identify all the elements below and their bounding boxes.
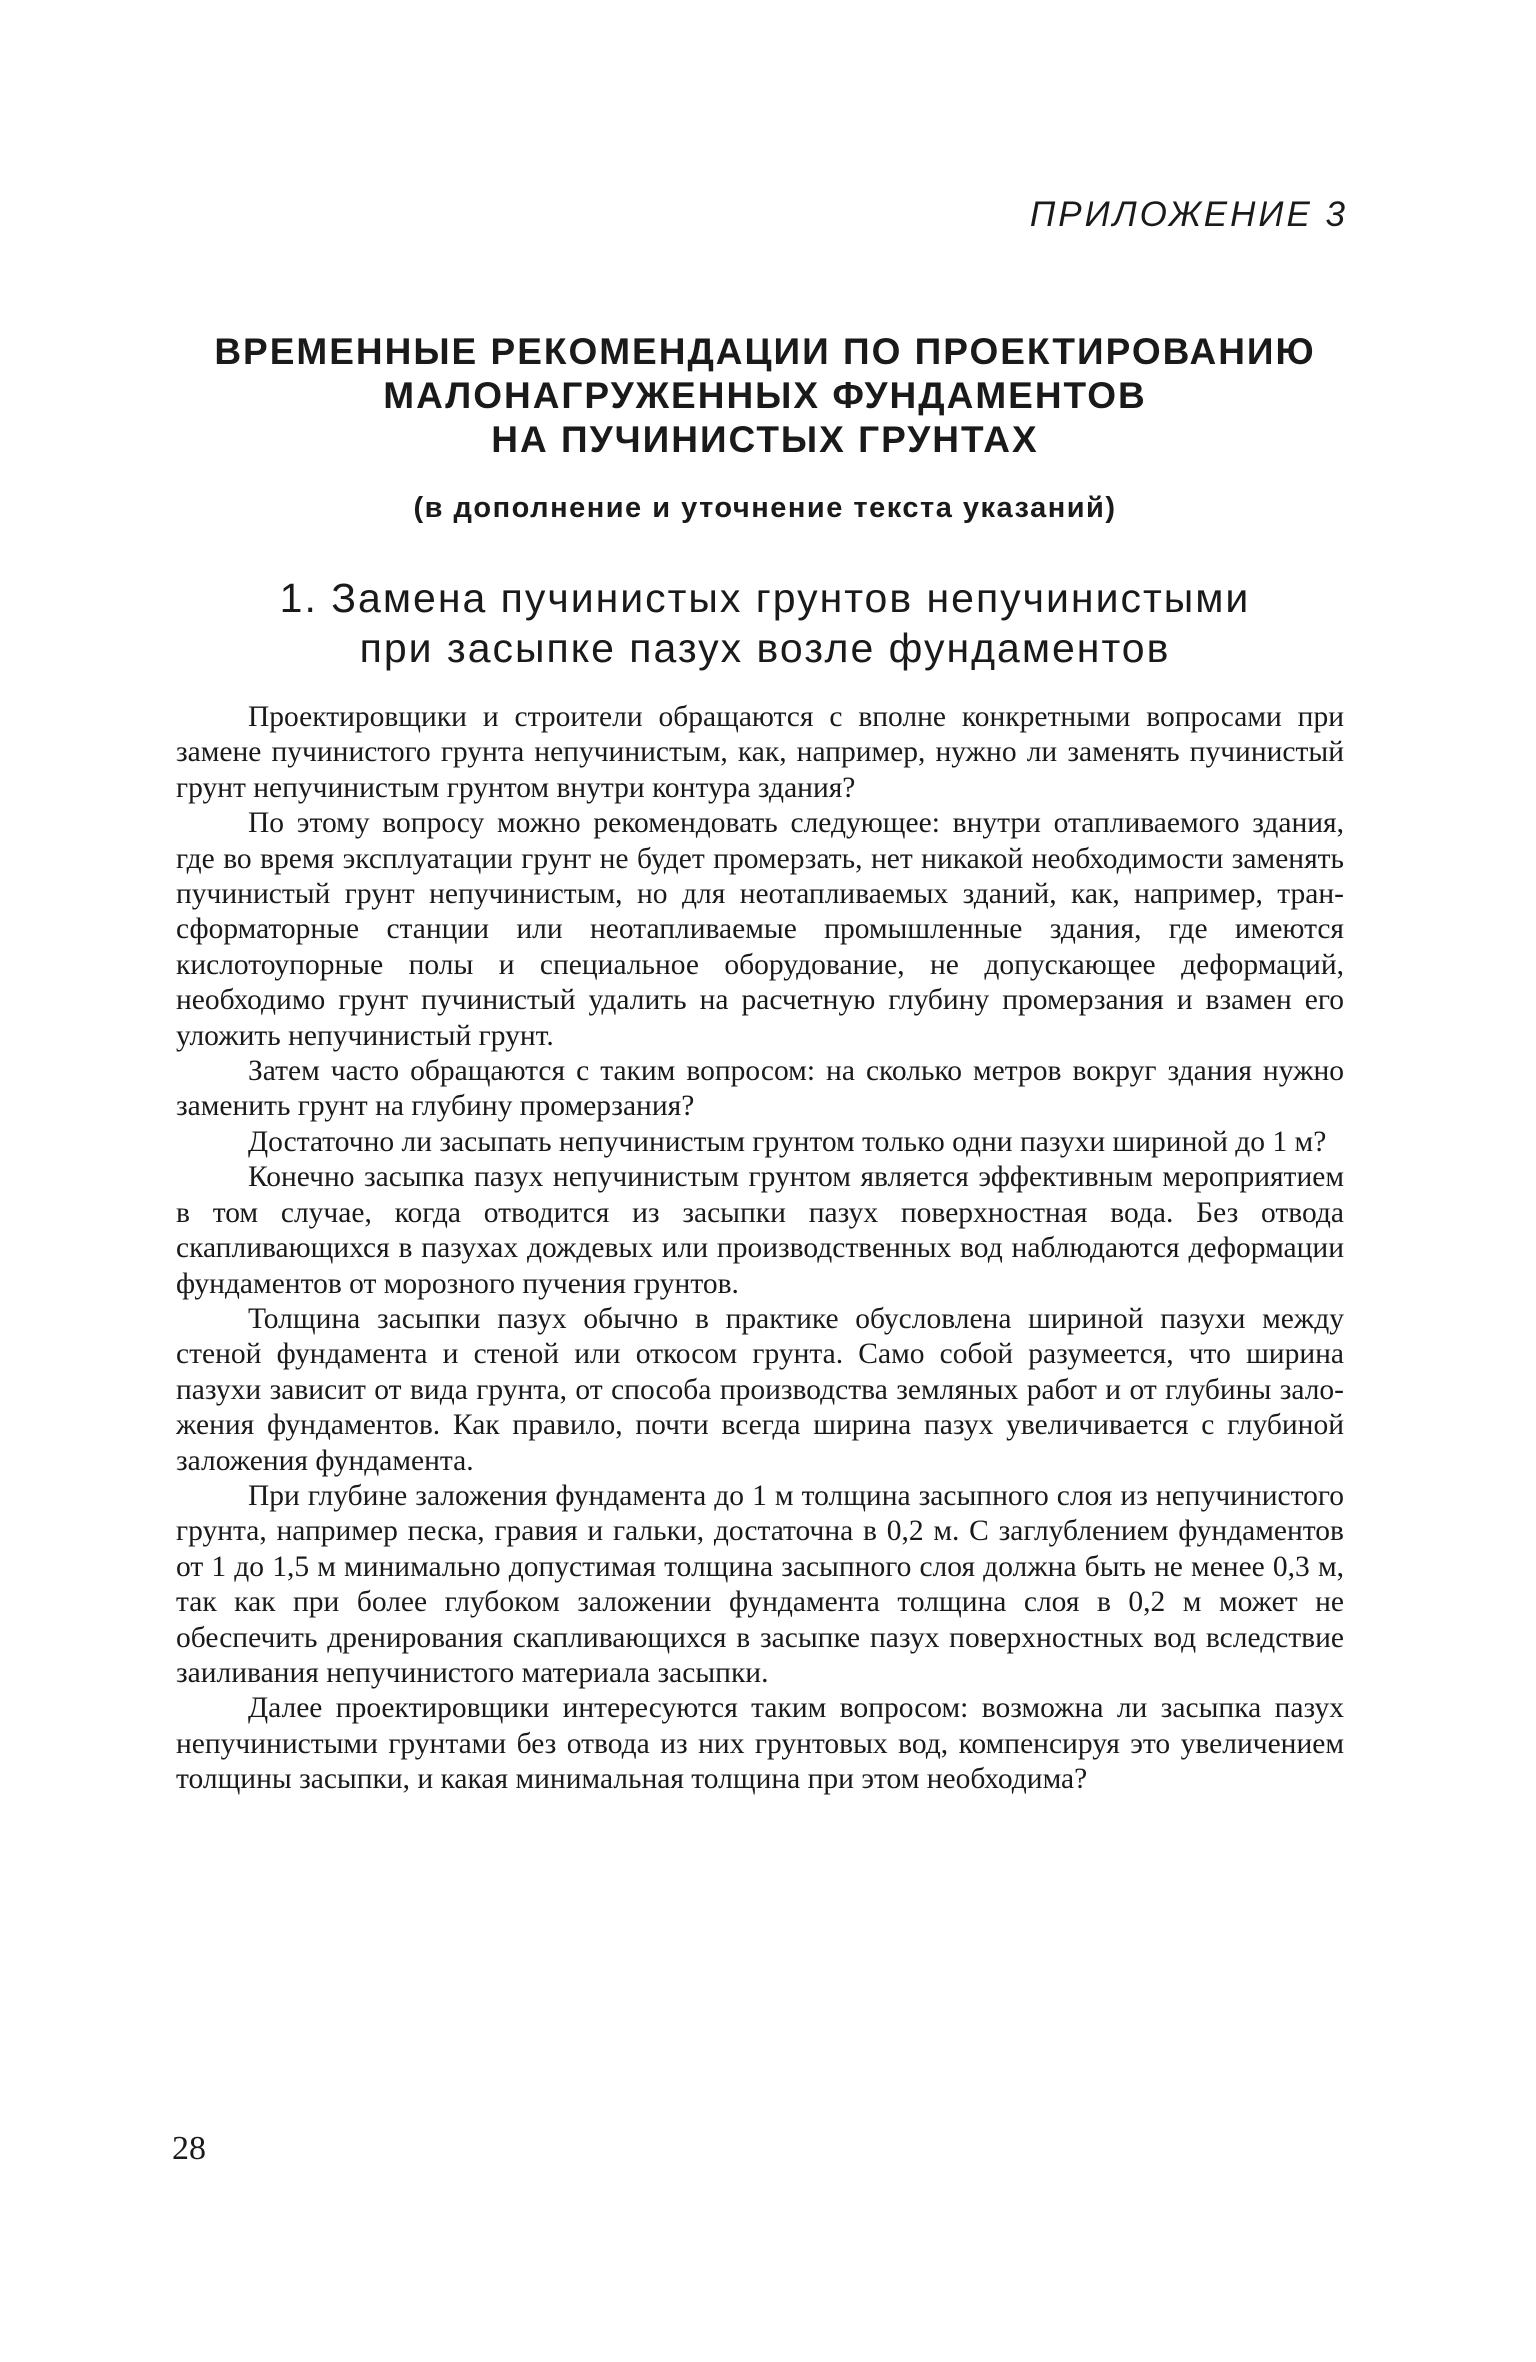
title-line: МАЛОНАГРУЖЕННЫХ ФУНДАМЕНТОВ: [383, 375, 1147, 416]
paragraph: Достаточно ли засыпать непучинистым грунтом только одни пазухи шириной до 1 м?: [248, 1125, 1327, 1158]
paragraph: Далее проектировщики интересуются таким вопросом: возможна ли засыпка пазух непучинистыми грунтами без отвода из них грунтовых вод, компенсируя это увеличением толщины засыпки, и какая минимальная толщина при этом необходима?: [176, 1692, 1344, 1796]
paragraph: Конечно засыпка пазух непучинистым грунтом является эффективным мероприятием в том случае, когда отводится из засыпки пазух поверхностная вода. Без отвода скапливающихся в пазухах дождевых или производственных вод наблюдаются деформации фундаментов от морозного пучения грунтов.: [176, 1161, 1344, 1300]
paragraph: По этому вопросу можно рекомендовать следующее: внутри отапливаемого здания, где во время эксплуатации грунт не будет промерзать, нет никакой необходимости заменять пучинистый грунт непучинистым, но для неотапливаемых зданий, как, например, трансформаторные станции или неотапливаемые промышленные здания, где имеются кислотоупорные полы и специальное оборудование, не допускающее деформаций, необходимо грунт пучинистый удалить на расчетную глубину промерзания и взамен его уложить непучинистый грунт.: [176, 807, 1344, 1052]
page-number: 28: [172, 2130, 206, 2167]
section-heading: [170, 573, 1360, 673]
title-line: ВРЕМЕННЫЕ РЕКОМЕНДАЦИИ ПО ПРОЕКТИРОВАНИЮ: [214, 331, 1316, 372]
document-title: [170, 330, 1360, 528]
title-line: НА ПУЧИНИСТЫХ ГРУНТАХ: [491, 419, 1039, 460]
section-heading-line: при засыпке пазух возле фундаментов: [359, 625, 1171, 671]
section-heading-line: 1. Замена пучинистых грунтов непучинистыми: [279, 575, 1251, 621]
appendix-label: ПРИЛОЖЕНИЕ 3: [1029, 195, 1348, 234]
paragraph: Проектировщики и строители обращаются с вполне конкретными вопросами при замене пучинистого грунта непучинистым, как, например, нужно ли заменять пучинистый грунт непучинистым грунтом внутри контура здания?: [176, 701, 1344, 804]
body-text: [176, 700, 1344, 1798]
paragraph: При глубине заложения фундамента до 1 м толщина засыпного слоя из непучинистого грунта, например песка, гравия и гальки, достаточна в 0,2 м. С заглублением фундаментов от 1 до 1,5 м минимально допустимая толщина засыпного слоя должна быть не менее 0,3 м, так как при более глубоком заложении фундамента толщина слоя в 0,2 м может не обеспечить дренирования скапливающихся в засыпке пазух поверхностных вод вследствие заиливания непучинистого материала засыпки.: [176, 1479, 1344, 1689]
paragraph: Затем часто обращаются с таким вопросом: на сколько метров вокруг здания нужно заменить грунт на глубину промерзания?: [176, 1055, 1344, 1123]
title-subtitle: (в дополнение и уточнение текста указаний): [413, 492, 1117, 524]
paragraph: Толщина засыпки пазух обычно в практике обусловлена шириной пазухи между стеной фундамента и стеной или откосом грунта. Само собой разумеется, что ширина пазухи зависит от вида грунта, от способа производства земляных работ и от глубины заложения фундаментов. Как правило, почти всегда ширина пазух увеличивается с глубиной заложения фундамента.: [176, 1302, 1344, 1477]
